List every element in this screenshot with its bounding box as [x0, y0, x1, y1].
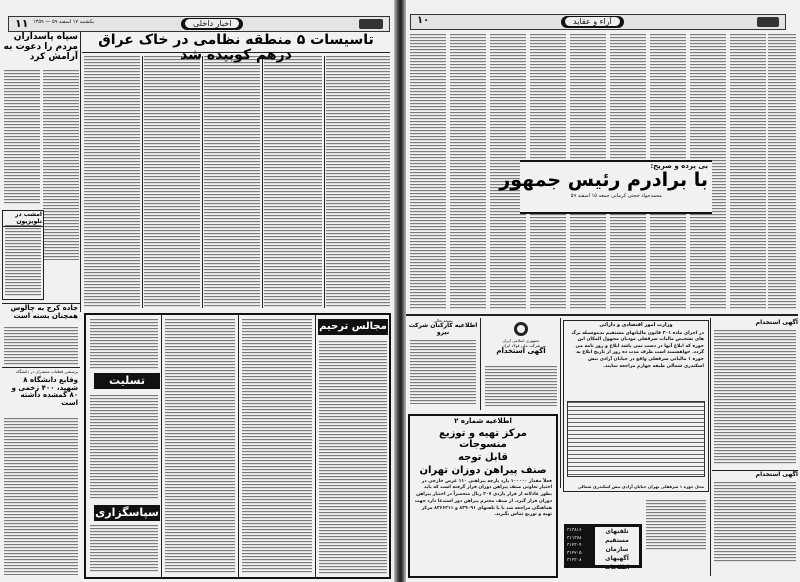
article-headline: با برادرم رئیس جمهور	[499, 169, 708, 191]
article-headline-box	[499, 160, 712, 214]
obituary-ads-box	[84, 313, 391, 579]
university-headline: وقایع دانشگاه ۸ شهید، ۴۰۰ زخمی و ۸۰ گمشده داشته است	[11, 376, 78, 408]
right-page	[406, 0, 800, 582]
page-gutter	[394, 0, 406, 582]
main-headline: تاسیسات ۵ منطقه نظامی در خاک عراق درهم کوبیده شد	[98, 32, 374, 64]
textile-notice	[408, 414, 558, 578]
left-page	[0, 0, 396, 582]
university-kicker: پرسشی قطعات منتشران در دانشگاه	[16, 369, 78, 374]
steel-ad-org: جمهوری اسلامی ایران	[502, 338, 540, 343]
right-page-header	[410, 14, 786, 30]
hiring-ad-2-title: آگهی استخدام	[755, 471, 798, 478]
ministry-ad-body: در اجرای ماده ۳۰۱ قانون مالیاتهای مستقیم بدینوسیله برگ های تشخیص مالیات سرقفلی مودیان مجهول المکان این حوزه که ابلاغ آنها در دست نمی باشد ابلاغ و روز نامه می گردد. خواهشمند است ظرف مدت ده روز از تاریخ ابلاغ به حوزه ۱ مالیاتی سرقفلی واقع در خیابان آزادی نبش اسکندری شمالی طبقه چهارم مراجعه نمایند.	[571, 330, 704, 369]
notice-kicker: بسمه تعالی	[433, 318, 453, 323]
phone-number: ۳۱۲۲۰۵	[567, 550, 582, 556]
newspaper-logo	[359, 19, 383, 29]
ministry-ad	[563, 320, 709, 492]
steel-hiring-ad	[483, 318, 559, 410]
workers-notice	[408, 318, 478, 408]
article-kicker: بی پرده و صریح:	[650, 162, 708, 170]
hiring-ad-1	[712, 320, 798, 468]
textile-attention: قابل توجه	[458, 451, 508, 463]
page-number: ۱۱	[15, 17, 29, 30]
article-byline: محمدجواد حجتی کرمانی جمعه ۱۵ اسفند ۵۹	[570, 192, 662, 199]
phone-number: ۳۱۳۸۱۶	[567, 528, 582, 533]
textile-notice-number: اطلاعیه شماره ۲	[454, 417, 512, 425]
steel-ad-company: شرکت ملی فولاد ایران	[501, 343, 541, 348]
textile-org: مرکز تهیه و توزیع منسوجات	[439, 427, 527, 450]
ministry-table	[567, 401, 705, 477]
mourning-banner: مجالس ترحیم	[318, 319, 388, 335]
steel-ad-title: آگهی استخدام	[496, 347, 546, 355]
ministry-ad-footer: محل حوزه ۱ سرقفلی تهران خیابان آزادی نبش اسکندری شمالی	[577, 484, 704, 489]
thanks-banner: سپاسگزاری	[95, 506, 159, 519]
ministry-ad-title: وزارت امور اقتصادی و دارائی	[599, 322, 673, 328]
section-label: آراء و عقاید	[561, 16, 624, 28]
iran-emblem-icon	[514, 322, 528, 336]
page-number: ۱۰	[417, 15, 430, 26]
issue-date: یکشنبه ۱۷ اسفند ۵۹ — ۱۳۵۹	[33, 19, 95, 25]
tv-schedule-box	[2, 210, 44, 300]
textile-body: فعلاً مقدار ۱۰۰۰۰۰ یارد پارچه پیراهنی ۱۱۰ عرض خارجی در اختیار تعاونی صنف پیراهن دوزان قرار گرفته است که باید بطور عادلانه از قرار یاردی ۲۰۷ ریال منحصراً در اختیار پیراهن دوزان قرار گیرد. از صنف محترم پیراهن دوز استدعا دارد جهت هماهنگی مراجعه شد یا با تلفنهای ۸۳۹۰۹۱ و ۸۳۶۶۲۱۱ مرکز تهیه و توزیع تماس بگیرند.	[414, 478, 552, 518]
phone-number: ۳۱۲۳۰۴	[567, 543, 582, 548]
condolence-banner: تسلیت	[94, 373, 160, 389]
phone-number: ۳۱۱۳۷۸	[567, 535, 582, 541]
hiring-ad-2	[712, 472, 798, 572]
tv-box-title: امشب در تلویزیون	[3, 211, 43, 227]
section-label: اخبار داخلی	[181, 18, 243, 30]
newspaper-logo	[757, 17, 779, 27]
road-headline: جاده کرج به چالوس همچنان بسته است	[10, 304, 78, 320]
left-page-header	[8, 16, 390, 32]
phone-box-title: تلفنهای مستقیم سازمان آگهیهای اطلاعات	[595, 527, 639, 565]
notice-title: اطلاعیه کارکنان شرکت نیرو	[408, 322, 478, 336]
side-headline: سپاه پاسداران مردم را دعوت به آرامش کرد	[3, 32, 78, 62]
textile-audience: صنف پیراهن دوزان تهران	[419, 464, 547, 476]
phone-number: ۳۱۲۳۰۸	[567, 558, 582, 563]
phone-numbers-box	[564, 524, 642, 571]
hiring-ad-1-title: آگهی استخدام	[755, 319, 798, 326]
